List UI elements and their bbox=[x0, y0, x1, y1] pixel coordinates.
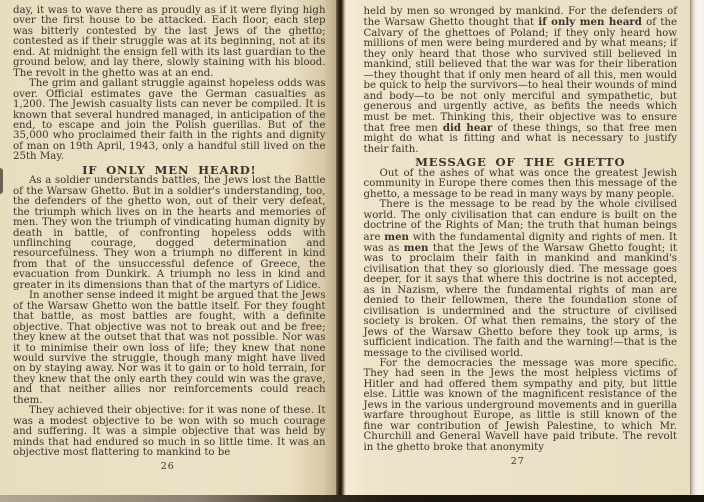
body-paragraph bbox=[13, 79, 326, 163]
bold-emphasis: men bbox=[384, 230, 409, 243]
bold-emphasis: if only men heard bbox=[538, 16, 642, 29]
text-segment: For the democracies the message was more specific. They had seen in the Jews the most helpless victims of Hitler and had offered them sympathy and pity, but little else. Little was known of the magnificent resistance of the Jews in the various underground movements and in guerilla warfare throughout Europe, as little is still known of the fine war contribution of Jewish Palestine, to which Mr. Churchill and General Wavell have paid tribute. The revolt in the ghetto broke that anonymity bbox=[363, 357, 678, 453]
page-left-number: 26 bbox=[160, 461, 175, 473]
text-segment: In another sense indeed it might be argued that the Jews of the Warsaw Ghetto won the battle itself. For they fought that battle, as most battles are fought, with a definite objective. That objective was not to break out and be free; they knew at the outset that that was not possible. Nor was it to minimise their own loss of life; they knew that none would survive the struggle, though many might have lived on by staying away. Nor was it to gain or to hold terrain, for they knew that the only earth they could win was the grave, and that neither allies nor reinforcements could reach them. bbox=[13, 290, 326, 406]
body-paragraph bbox=[13, 176, 326, 291]
page-right-text bbox=[346, 0, 691, 453]
section-heading: IF ONLY MEN HEARD! bbox=[82, 162, 257, 177]
body-paragraph bbox=[364, 7, 678, 155]
text-segment: day, it was to wave there as proudly as if it were flying high over the first house to be attacked. Each floor, each step was bitterly contested by the last Jews of the ghetto; contested as if their struggle was at its beginning, not at its end. At midnight the ensign fell with its last guardian to the ground below, and lay there, slowly staining with his blood. The revolt in the ghetto was at an end. bbox=[13, 5, 326, 79]
body-paragraph bbox=[13, 6, 326, 79]
page-left-text bbox=[0, 0, 336, 458]
book-gutter-shadow bbox=[336, 0, 346, 502]
text-segment: There is the message to be read by the whole civilised world. The only civilisation that can endure is built on the doctrine of the Rights of Man; the truth that human beings are bbox=[363, 199, 678, 243]
text-segment: The grim and gallant struggle against hopeless odds was over. Official estimates gave the German casualties as 1,200. The Jewish casualty lists can never be compiled. It is known that several hundred managed, in anticipation of the end, to escape and join the Polish guerillas. But of the 35,000 who proclaimed their faith in the rights and dignity of man on 19th April, 1943, only a handful still lived on the 25th May. bbox=[13, 78, 326, 163]
bold-emphasis: did hear bbox=[442, 121, 493, 134]
body-paragraph bbox=[364, 169, 678, 200]
adjacent-page-edge bbox=[690, 0, 704, 502]
text-segment: held by men so wronged by mankind. For the defenders of the Warsaw Ghetto thought that bbox=[363, 6, 678, 29]
scan-left-notch bbox=[0, 168, 3, 194]
text-segment: Out of the ashes of what was once the greatest Jewish community in Europe there comes then this message of the ghetto, a message to be read in many ways by many people. bbox=[363, 167, 678, 200]
page-right-number: 27 bbox=[510, 456, 525, 468]
text-segment: that the Jews of the Warsaw Ghetto fought; it was to proclaim their faith in mankind and mankind's civilisation that they so gloriously died. The message goes deeper, for it says that where this doctrine is not accepted, as in Nazism, where the fundamental rights of man are denied to their fellowmen, there the foundation stone of civilisation is undermined and the structure of civilised society is broken. Of what then remains, the story of the Jews of the Warsaw Ghetto before they took up arms, is sufficient indication. The faith and the warning!—that is the message to the civilised world. bbox=[363, 242, 678, 359]
body-paragraph bbox=[364, 200, 678, 359]
bold-emphasis: men bbox=[403, 241, 429, 254]
text-segment: of these things, so that free men might do what is fitting and what is necessary to justify their faith. bbox=[363, 122, 678, 155]
page-right bbox=[346, 0, 691, 502]
body-paragraph bbox=[13, 291, 326, 406]
page-left bbox=[0, 0, 336, 502]
text-segment: of the Calvary of the ghettoes of Poland; if they only heard how millions of men were being murdered and by what means; if they only heard that those who survived still believed in mankind, still believed that the war was for their liberation—they thought that if only men heard of all this, men would be quick to help the survivors—to heal their wounds of mind and body—to be not only merciful and sympathetic, but generous and urgently active, as befits the needs which must be met. Thinking this, their objective was to ensure that free men bbox=[363, 17, 678, 134]
text-segment: with the fundamental dignity and rights of men. It was as bbox=[363, 231, 678, 254]
body-paragraph bbox=[13, 406, 326, 458]
scan-bottom-edge bbox=[0, 495, 704, 502]
body-paragraph bbox=[364, 359, 678, 453]
section-heading: MESSAGE OF THE GHETTO bbox=[415, 155, 626, 170]
text-segment: They achieved their objective: for it was none of these. It was a modest objective to be won with so much courage and suffering. It was a simple objective that was held by minds that had endured so much in so little time. It was an objective most flattering to mankind to be bbox=[13, 405, 326, 459]
text-segment: As a soldier understands battles, the Jews lost the Battle of the Warsaw Ghetto. But in a soldier's understanding, too, the defenders of the ghetto won, out of their very defeat, the triumph which lives on in the hearts and memories of men. They won the triumph of vindicating human dignity by death in battle, of confronting hopeless odds with unflinching courage, dogged determination and resourcefulness. They won a triumph no different in kind from that of the unsuccessful defence of Greece, the evacuation from Dunkirk. A triumph no less in kind and greater in its dimensions than that of the martyrs of Lidice. bbox=[13, 175, 326, 291]
